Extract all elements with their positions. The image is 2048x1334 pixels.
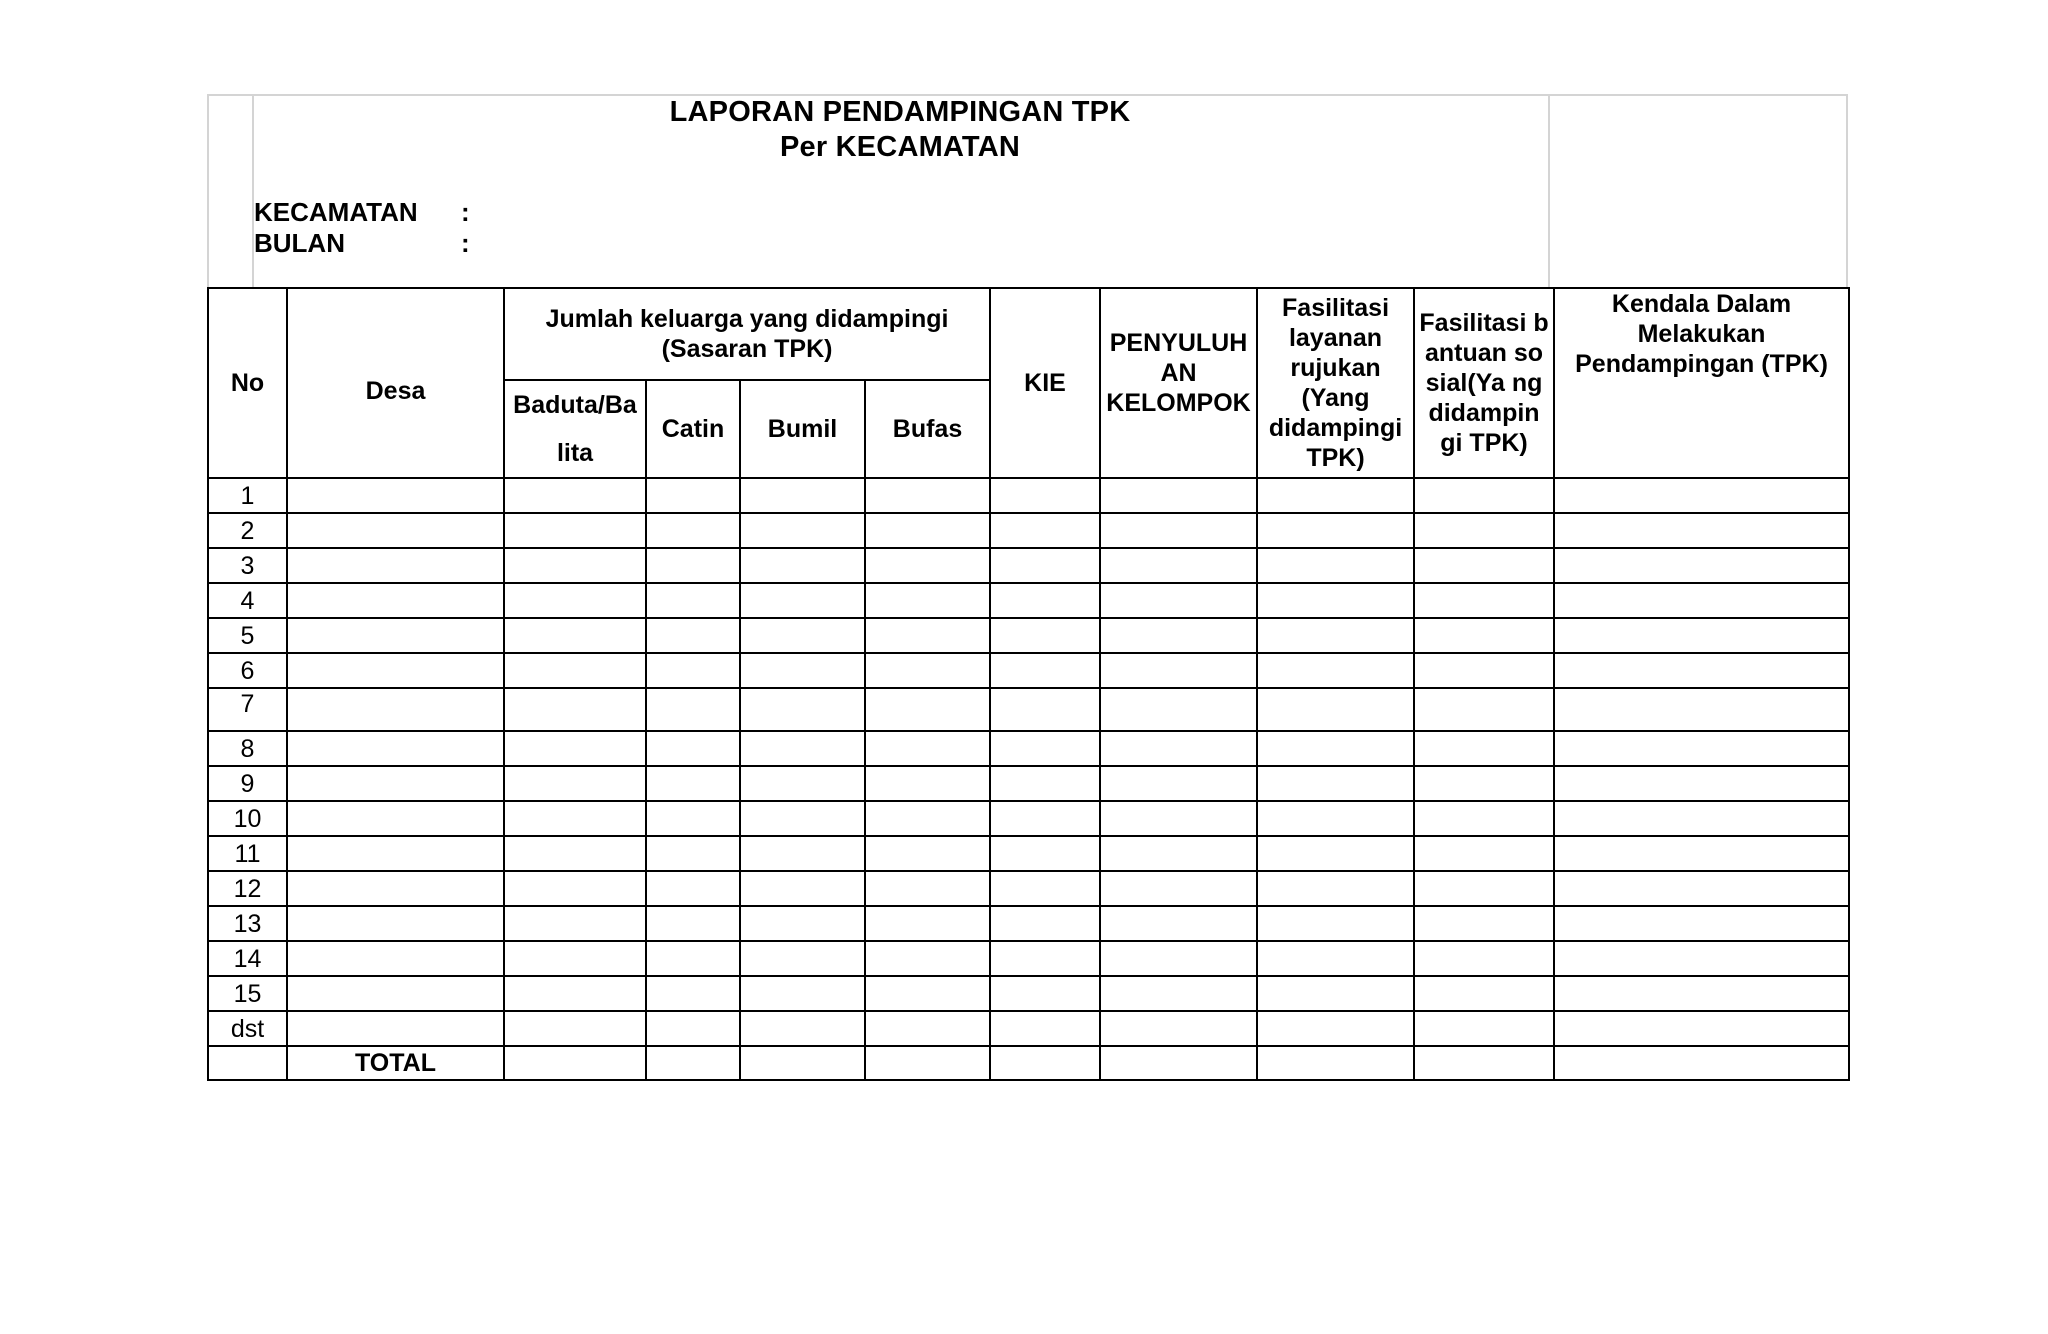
- total-fasilitasi-bantuan: [1414, 1046, 1554, 1080]
- cell-catin: [646, 548, 740, 583]
- cell-kie: [990, 731, 1100, 766]
- table-row: [208, 478, 1849, 513]
- total-row: [208, 1046, 1849, 1080]
- report-table: [207, 287, 1850, 1081]
- cell-kendala: [1554, 976, 1849, 1011]
- cell-kie: [990, 478, 1100, 513]
- header-divider-right: [1548, 94, 1550, 287]
- cell-desa: [287, 583, 504, 618]
- cell-kendala: [1554, 836, 1849, 871]
- cell-bumil: [740, 583, 865, 618]
- cell-fasilitasi-layanan: [1257, 801, 1414, 836]
- cell-fasilitasi-bantuan: [1414, 513, 1554, 548]
- cell-fasilitasi-layanan: [1257, 941, 1414, 976]
- total-row-number: [208, 1046, 287, 1080]
- table-row: [208, 583, 1849, 618]
- cell-bufas: [865, 906, 990, 941]
- cell-fasilitasi-bantuan: [1414, 906, 1554, 941]
- table-row: [208, 618, 1849, 653]
- cell-fasilitasi-bantuan: [1414, 653, 1554, 688]
- table-row: [208, 513, 1849, 548]
- cell-fasilitasi-layanan: [1257, 731, 1414, 766]
- cell-bufas: [865, 688, 990, 731]
- total-fasilitasi-layanan: [1257, 1046, 1414, 1080]
- cell-catin: [646, 906, 740, 941]
- header-fasilitasi-layanan-rujukan: Fasilitasi layanan rujukan (Yang didampingi TPK): [1257, 288, 1414, 478]
- cell-fasilitasi-layanan: [1257, 871, 1414, 906]
- cell-bumil: [740, 836, 865, 871]
- total-label: TOTAL: [287, 1046, 504, 1080]
- row-number: 13: [208, 906, 287, 941]
- cell-desa: [287, 1011, 504, 1046]
- cell-bufas: [865, 766, 990, 801]
- row-number: 3: [208, 548, 287, 583]
- cell-kendala: [1554, 583, 1849, 618]
- cell-desa: [287, 478, 504, 513]
- table-row: [208, 548, 1849, 583]
- table-row: [208, 1011, 1849, 1046]
- cell-desa: [287, 976, 504, 1011]
- cell-fasilitasi-bantuan: [1414, 548, 1554, 583]
- cell-baduta: [504, 871, 646, 906]
- cell-baduta: [504, 653, 646, 688]
- cell-penyuluhan: [1100, 906, 1257, 941]
- cell-bufas: [865, 941, 990, 976]
- cell-fasilitasi-bantuan: [1414, 801, 1554, 836]
- bulan-colon: :: [461, 228, 470, 258]
- cell-baduta: [504, 731, 646, 766]
- cell-penyuluhan: [1100, 871, 1257, 906]
- cell-penyuluhan: [1100, 688, 1257, 731]
- cell-catin: [646, 688, 740, 731]
- cell-catin: [646, 618, 740, 653]
- header-no: No: [208, 288, 287, 478]
- cell-baduta: [504, 583, 646, 618]
- cell-bufas: [865, 653, 990, 688]
- cell-fasilitasi-bantuan: [1414, 478, 1554, 513]
- cell-catin: [646, 1011, 740, 1046]
- cell-bumil: [740, 653, 865, 688]
- cell-kie: [990, 1011, 1100, 1046]
- cell-penyuluhan: [1100, 941, 1257, 976]
- cell-bufas: [865, 513, 990, 548]
- cell-bufas: [865, 731, 990, 766]
- cell-fasilitasi-layanan: [1257, 1011, 1414, 1046]
- row-number: 11: [208, 836, 287, 871]
- cell-penyuluhan: [1100, 766, 1257, 801]
- cell-baduta: [504, 688, 646, 731]
- cell-fasilitasi-bantuan: [1414, 1011, 1554, 1046]
- cell-kie: [990, 766, 1100, 801]
- cell-penyuluhan: [1100, 976, 1257, 1011]
- cell-fasilitasi-layanan: [1257, 653, 1414, 688]
- cell-baduta: [504, 1011, 646, 1046]
- cell-kie: [990, 548, 1100, 583]
- header-kie: KIE: [990, 288, 1100, 478]
- cell-fasilitasi-layanan: [1257, 836, 1414, 871]
- row-number: 15: [208, 976, 287, 1011]
- cell-catin: [646, 801, 740, 836]
- table-row: [208, 731, 1849, 766]
- cell-penyuluhan: [1100, 548, 1257, 583]
- cell-kendala: [1554, 478, 1849, 513]
- cell-catin: [646, 583, 740, 618]
- cell-kendala: [1554, 731, 1849, 766]
- cell-bufas: [865, 583, 990, 618]
- report-table-body: [208, 478, 1849, 1080]
- cell-kie: [990, 906, 1100, 941]
- cell-bufas: [865, 1011, 990, 1046]
- cell-penyuluhan: [1100, 513, 1257, 548]
- cell-baduta: [504, 478, 646, 513]
- table-row: [208, 766, 1849, 801]
- table-row: [208, 941, 1849, 976]
- header-bufas: Bufas: [865, 380, 990, 478]
- cell-kie: [990, 583, 1100, 618]
- cell-bumil: [740, 548, 865, 583]
- cell-kie: [990, 836, 1100, 871]
- cell-bumil: [740, 871, 865, 906]
- cell-kendala: [1554, 618, 1849, 653]
- cell-kendala: [1554, 941, 1849, 976]
- cell-baduta: [504, 906, 646, 941]
- total-kie: [990, 1046, 1100, 1080]
- cell-catin: [646, 941, 740, 976]
- cell-kie: [990, 513, 1100, 548]
- cell-bumil: [740, 478, 865, 513]
- header-fasilitasi-bantuan-sosial: Fasilitasi bantuan sosial(Ya ng didampin gi TPK): [1414, 288, 1554, 478]
- row-number: 4: [208, 583, 287, 618]
- cell-penyuluhan: [1100, 583, 1257, 618]
- total-kendala: [1554, 1046, 1849, 1080]
- cell-fasilitasi-bantuan: [1414, 941, 1554, 976]
- cell-desa: [287, 836, 504, 871]
- cell-bumil: [740, 906, 865, 941]
- cell-baduta: [504, 941, 646, 976]
- cell-bumil: [740, 801, 865, 836]
- cell-desa: [287, 513, 504, 548]
- cell-kendala: [1554, 801, 1849, 836]
- cell-desa: [287, 618, 504, 653]
- cell-fasilitasi-layanan: [1257, 976, 1414, 1011]
- cell-baduta: [504, 976, 646, 1011]
- cell-fasilitasi-bantuan: [1414, 731, 1554, 766]
- cell-kie: [990, 871, 1100, 906]
- cell-fasilitasi-bantuan: [1414, 688, 1554, 731]
- row-number: 7: [208, 688, 287, 731]
- bulan-label: BULAN: [254, 228, 345, 258]
- cell-baduta: [504, 801, 646, 836]
- cell-kendala: [1554, 688, 1849, 731]
- cell-bumil: [740, 688, 865, 731]
- table-row: [208, 801, 1849, 836]
- cell-kie: [990, 618, 1100, 653]
- cell-catin: [646, 976, 740, 1011]
- cell-bumil: [740, 513, 865, 548]
- row-number: 12: [208, 871, 287, 906]
- cell-bufas: [865, 871, 990, 906]
- total-penyuluhan: [1100, 1046, 1257, 1080]
- total-baduta: [504, 1046, 646, 1080]
- cell-bufas: [865, 836, 990, 871]
- cell-catin: [646, 513, 740, 548]
- cell-desa: [287, 871, 504, 906]
- cell-baduta: [504, 766, 646, 801]
- row-number: 14: [208, 941, 287, 976]
- cell-catin: [646, 871, 740, 906]
- kecamatan-colon: :: [461, 197, 470, 227]
- cell-desa: [287, 906, 504, 941]
- table-row: [208, 836, 1849, 871]
- cell-penyuluhan: [1100, 618, 1257, 653]
- cell-kendala: [1554, 653, 1849, 688]
- cell-bufas: [865, 801, 990, 836]
- row-number: 8: [208, 731, 287, 766]
- cell-baduta: [504, 513, 646, 548]
- cell-fasilitasi-layanan: [1257, 478, 1414, 513]
- row-number: 2: [208, 513, 287, 548]
- cell-bufas: [865, 976, 990, 1011]
- total-catin: [646, 1046, 740, 1080]
- table-row: [208, 653, 1849, 688]
- cell-bumil: [740, 731, 865, 766]
- cell-bufas: [865, 548, 990, 583]
- cell-baduta: [504, 548, 646, 583]
- row-number: 6: [208, 653, 287, 688]
- table-row: [208, 906, 1849, 941]
- cell-bufas: [865, 478, 990, 513]
- header-jumlah-keluarga: Jumlah keluarga yang didampingi (Sasaran TPK): [504, 288, 990, 380]
- total-bufas: [865, 1046, 990, 1080]
- cell-kendala: [1554, 548, 1849, 583]
- cell-penyuluhan: [1100, 478, 1257, 513]
- header-bumil: Bumil: [740, 380, 865, 478]
- cell-desa: [287, 653, 504, 688]
- cell-penyuluhan: [1100, 836, 1257, 871]
- row-number: 5: [208, 618, 287, 653]
- kecamatan-label: KECAMATAN: [254, 197, 418, 227]
- cell-catin: [646, 836, 740, 871]
- header-catin: Catin: [646, 380, 740, 478]
- cell-desa: [287, 941, 504, 976]
- row-number: 10: [208, 801, 287, 836]
- cell-fasilitasi-layanan: [1257, 688, 1414, 731]
- cell-kie: [990, 801, 1100, 836]
- cell-fasilitasi-bantuan: [1414, 766, 1554, 801]
- cell-fasilitasi-layanan: [1257, 618, 1414, 653]
- cell-penyuluhan: [1100, 1011, 1257, 1046]
- header-penyuluhan-kelompok: PENYULUH AN KELOMPOK: [1100, 288, 1257, 478]
- cell-fasilitasi-bantuan: [1414, 836, 1554, 871]
- cell-kie: [990, 688, 1100, 731]
- cell-catin: [646, 731, 740, 766]
- cell-fasilitasi-bantuan: [1414, 618, 1554, 653]
- cell-penyuluhan: [1100, 801, 1257, 836]
- table-row: [208, 871, 1849, 906]
- cell-fasilitasi-layanan: [1257, 906, 1414, 941]
- cell-desa: [287, 766, 504, 801]
- cell-bufas: [865, 618, 990, 653]
- cell-desa: [287, 688, 504, 731]
- cell-bumil: [740, 766, 865, 801]
- cell-catin: [646, 653, 740, 688]
- cell-kendala: [1554, 871, 1849, 906]
- table-row: [208, 688, 1849, 731]
- cell-fasilitasi-layanan: [1257, 583, 1414, 618]
- cell-desa: [287, 548, 504, 583]
- cell-kie: [990, 653, 1100, 688]
- table-row: [208, 976, 1849, 1011]
- cell-fasilitasi-layanan: [1257, 548, 1414, 583]
- cell-bumil: [740, 618, 865, 653]
- cell-catin: [646, 478, 740, 513]
- report-title: LAPORAN PENDAMPINGAN TPK: [669, 96, 1131, 128]
- cell-penyuluhan: [1100, 653, 1257, 688]
- total-bumil: [740, 1046, 865, 1080]
- cell-kie: [990, 941, 1100, 976]
- cell-fasilitasi-bantuan: [1414, 583, 1554, 618]
- row-number: dst: [208, 1011, 287, 1046]
- cell-kendala: [1554, 1011, 1849, 1046]
- cell-desa: [287, 801, 504, 836]
- cell-baduta: [504, 836, 646, 871]
- cell-bumil: [740, 1011, 865, 1046]
- cell-fasilitasi-layanan: [1257, 766, 1414, 801]
- cell-kendala: [1554, 513, 1849, 548]
- cell-bumil: [740, 976, 865, 1011]
- cell-kendala: [1554, 906, 1849, 941]
- header-baduta-balita: Baduta/Ba lita: [504, 380, 646, 478]
- cell-catin: [646, 766, 740, 801]
- cell-bumil: [740, 941, 865, 976]
- cell-fasilitasi-bantuan: [1414, 871, 1554, 906]
- row-number: 9: [208, 766, 287, 801]
- cell-baduta: [504, 618, 646, 653]
- cell-fasilitasi-layanan: [1257, 513, 1414, 548]
- cell-fasilitasi-bantuan: [1414, 976, 1554, 1011]
- row-number: 1: [208, 478, 287, 513]
- header-desa: Desa: [287, 288, 504, 478]
- report-subtitle: Per KECAMATAN: [780, 131, 1020, 163]
- cell-penyuluhan: [1100, 731, 1257, 766]
- cell-kendala: [1554, 766, 1849, 801]
- cell-kie: [990, 976, 1100, 1011]
- header-kendala: Kendala Dalam Melakukan Pendampingan (TPK): [1554, 288, 1849, 478]
- cell-desa: [287, 731, 504, 766]
